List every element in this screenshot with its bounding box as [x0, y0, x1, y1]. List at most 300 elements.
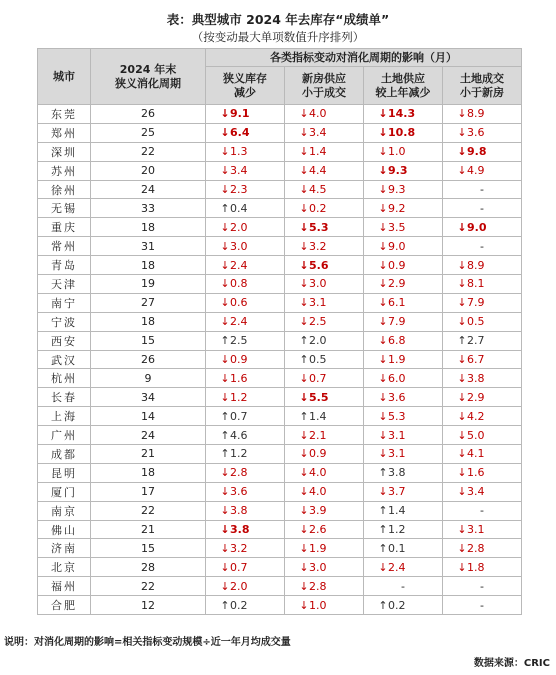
change-value: 2.9 [388, 277, 406, 291]
land-sales-vs-new-cell [443, 369, 522, 388]
arrow-down-icon: ↓ [220, 220, 230, 234]
arrow-down-icon: ↓ [220, 258, 230, 272]
change-value: 1.2 [230, 447, 248, 461]
change-value: 1.4 [388, 504, 406, 518]
land-supply-decrease-cell [364, 123, 443, 142]
change-value: 0.1 [388, 541, 406, 555]
change-value: 1.8 [467, 560, 485, 574]
change-value: 4.0 [309, 107, 327, 121]
land-sales-vs-new-cell: - [443, 199, 522, 218]
change-value: 5.5 [309, 390, 329, 404]
table-body [38, 105, 522, 615]
inventory-reduction-cell [206, 577, 285, 596]
change-value: 1.9 [388, 353, 406, 367]
period-cell: 17 [91, 482, 206, 501]
land-supply-decrease-cell [364, 331, 443, 350]
change-value: 4.1 [467, 447, 485, 461]
arrow-down-icon: ↓ [299, 164, 309, 178]
period-cell: 19 [91, 275, 206, 294]
change-value: 2.8 [230, 466, 248, 480]
table-subtitle: （按变动最大单项数值升序排列） [191, 30, 365, 44]
change-value: 0.8 [230, 277, 248, 291]
arrow-down-icon: ↓ [220, 296, 230, 310]
period-cell: 22 [91, 577, 206, 596]
arrow-down-icon: ↓ [378, 201, 388, 215]
period-cell: 12 [91, 596, 206, 615]
change-value: 4.5 [309, 183, 327, 196]
header-city: 城市 [38, 49, 91, 105]
arrow-down-icon: ↓ [299, 315, 309, 329]
change-value: 3.1 [388, 447, 406, 461]
change-value: 2.7 [467, 334, 485, 348]
period-cell: 22 [91, 142, 206, 161]
inventory-reduction-cell [206, 501, 285, 520]
arrow-down-icon: ↓ [378, 239, 388, 253]
inventory-reduction-cell [206, 388, 285, 407]
table-row [38, 520, 522, 539]
supply-vs-sales-cell [285, 161, 364, 180]
table-row [38, 445, 522, 464]
land-supply-decrease-cell [364, 256, 443, 275]
header-period: 2024 年末 狭义消化周期 [91, 49, 206, 105]
inventory-reduction-cell [206, 596, 285, 615]
arrow-down-icon: ↓ [457, 277, 467, 291]
arrow-up-icon: ↑ [457, 334, 467, 348]
inventory-reduction-cell [206, 275, 285, 294]
land-sales-vs-new-cell [443, 275, 522, 294]
arrow-down-icon: ↓ [220, 560, 230, 574]
change-value: 3.2 [309, 239, 327, 253]
land-supply-decrease-cell [364, 520, 443, 539]
period-cell: 18 [91, 218, 206, 237]
land-sales-vs-new-cell [443, 256, 522, 275]
land-supply-decrease-cell [364, 199, 443, 218]
arrow-down-icon: ↓ [299, 523, 309, 537]
change-value: 3.8 [388, 466, 406, 480]
city-cell: 武汉 [38, 350, 91, 369]
table-row [38, 256, 522, 275]
inventory-reduction-cell [206, 331, 285, 350]
period-cell: 22 [91, 501, 206, 520]
arrow-down-icon: ↓ [378, 258, 388, 272]
supply-vs-sales-cell [285, 218, 364, 237]
change-value: 8.1 [467, 277, 485, 291]
arrow-down-icon: ↓ [299, 201, 309, 215]
land-supply-decrease-cell [364, 237, 443, 256]
land-supply-decrease-cell [364, 312, 443, 331]
land-sales-vs-new-cell: - [443, 237, 522, 256]
change-value: 9.3 [388, 183, 406, 196]
arrow-down-icon: ↓ [457, 390, 467, 404]
table-row [38, 426, 522, 445]
arrow-down-icon: ↓ [457, 220, 467, 234]
change-value: 2.1 [309, 428, 327, 442]
arrow-down-icon: ↓ [220, 485, 230, 499]
supply-vs-sales-cell [285, 199, 364, 218]
change-value: 5.6 [309, 258, 329, 272]
change-value: 4.4 [309, 164, 327, 178]
arrow-down-icon: ↓ [299, 183, 309, 196]
land-sales-vs-new-cell [443, 520, 522, 539]
land-sales-vs-new-cell: - [443, 596, 522, 615]
arrow-down-icon: ↓ [457, 371, 467, 385]
land-sales-vs-new-cell [443, 539, 522, 558]
change-value: 3.6 [467, 126, 485, 140]
arrow-down-icon: ↓ [378, 183, 388, 196]
change-value: 2.8 [467, 541, 485, 555]
city-cell: 济南 [38, 539, 91, 558]
table-row [38, 180, 522, 199]
arrow-down-icon: ↓ [378, 334, 388, 348]
table-row [38, 237, 522, 256]
city-cell: 天津 [38, 275, 91, 294]
arrow-down-icon: ↓ [378, 560, 388, 574]
inventory-reduction-cell [206, 237, 285, 256]
change-value: 0.9 [388, 258, 406, 272]
arrow-down-icon: ↓ [378, 371, 388, 385]
land-sales-vs-new-cell: - [443, 501, 522, 520]
arrow-up-icon: ↑ [220, 409, 230, 423]
arrow-down-icon: ↓ [378, 485, 388, 499]
supply-vs-sales-cell [285, 558, 364, 577]
change-value: 0.7 [230, 560, 248, 574]
arrow-down-icon: ↓ [378, 277, 388, 291]
arrow-down-icon: ↓ [299, 485, 309, 499]
change-value: 2.8 [309, 579, 327, 593]
period-cell: 14 [91, 407, 206, 426]
arrow-down-icon: ↓ [299, 504, 309, 518]
arrow-down-icon: ↓ [299, 466, 309, 480]
supply-vs-sales-cell [285, 539, 364, 558]
period-cell: 27 [91, 293, 206, 312]
supply-vs-sales-cell [285, 596, 364, 615]
arrow-down-icon: ↓ [220, 541, 230, 555]
arrow-down-icon: ↓ [457, 126, 467, 140]
change-value: 2.4 [230, 315, 248, 329]
arrow-down-icon: ↓ [299, 541, 309, 555]
city-cell: 重庆 [38, 218, 91, 237]
land-supply-decrease-cell [364, 105, 443, 124]
city-cell: 佛山 [38, 520, 91, 539]
land-sales-vs-new-cell [443, 293, 522, 312]
land-sales-vs-new-cell [443, 445, 522, 464]
table-row [38, 293, 522, 312]
arrow-down-icon: ↓ [220, 183, 230, 196]
table-row [38, 407, 522, 426]
inventory-reduction-cell [206, 558, 285, 577]
inventory-reduction-cell [206, 180, 285, 199]
arrow-down-icon: ↓ [457, 560, 467, 574]
change-value: 6.8 [388, 334, 406, 348]
land-supply-decrease-cell [364, 180, 443, 199]
city-cell: 常州 [38, 237, 91, 256]
arrow-down-icon: ↓ [299, 107, 309, 121]
change-value: 10.8 [388, 126, 416, 140]
arrow-down-icon: ↓ [457, 541, 467, 555]
arrow-down-icon: ↓ [299, 598, 309, 612]
city-cell: 东莞 [38, 105, 91, 124]
arrow-down-icon: ↓ [220, 390, 230, 404]
change-value: 9.0 [388, 239, 406, 253]
inventory-reduction-cell [206, 161, 285, 180]
table-row [38, 161, 522, 180]
arrow-down-icon: ↓ [378, 107, 388, 121]
period-cell: 24 [91, 180, 206, 199]
land-supply-decrease-cell [364, 539, 443, 558]
inventory-reduction-cell [206, 123, 285, 142]
change-value: 6.7 [467, 353, 485, 367]
arrow-down-icon: ↓ [457, 145, 467, 159]
land-sales-vs-new-cell [443, 105, 522, 124]
change-value: 4.6 [230, 428, 248, 442]
change-value: 3.2 [230, 541, 248, 555]
change-value: 3.6 [230, 485, 248, 499]
land-sales-vs-new-cell [443, 161, 522, 180]
arrow-down-icon: ↓ [378, 447, 388, 461]
inventory-reduction-cell [206, 539, 285, 558]
arrow-down-icon: ↓ [378, 126, 388, 140]
city-cell: 南京 [38, 501, 91, 520]
period-cell: 21 [91, 445, 206, 464]
land-sales-vs-new-cell: - [443, 577, 522, 596]
period-cell: 28 [91, 558, 206, 577]
change-value: 0.2 [309, 201, 327, 215]
arrow-down-icon: ↓ [220, 353, 230, 367]
city-cell: 厦门 [38, 482, 91, 501]
arrow-up-icon: ↑ [220, 447, 230, 461]
arrow-up-icon: ↑ [220, 598, 230, 612]
arrow-down-icon: ↓ [220, 277, 230, 291]
table-title: 表：典型城市 2024 年去库存“成绩单” [166, 12, 390, 27]
change-value: 6.0 [388, 371, 406, 385]
arrow-down-icon: ↓ [457, 447, 467, 461]
change-value: 7.9 [388, 315, 406, 329]
change-value: 3.0 [309, 277, 327, 291]
period-cell: 26 [91, 350, 206, 369]
supply-vs-sales-cell [285, 123, 364, 142]
header-group: 各类指标变动对消化周期的影响（月） [206, 49, 522, 67]
supply-vs-sales-cell [285, 388, 364, 407]
supply-vs-sales-cell [285, 463, 364, 482]
arrow-down-icon: ↓ [457, 409, 467, 423]
table-row [38, 199, 522, 218]
supply-vs-sales-cell [285, 350, 364, 369]
inventory-reduction-cell [206, 482, 285, 501]
change-value: 2.0 [309, 334, 327, 348]
arrow-down-icon: ↓ [299, 126, 309, 140]
change-value: 2.3 [230, 183, 248, 196]
change-value: 1.3 [230, 145, 248, 159]
land-sales-vs-new-cell [443, 426, 522, 445]
footnote: 说明：对消化周期的影响=相关指标变动规模÷近一年月均成交量 [4, 637, 291, 648]
change-value: 3.8 [230, 523, 250, 537]
land-sales-vs-new-cell [443, 388, 522, 407]
change-value: 0.6 [230, 296, 248, 310]
land-sales-vs-new-cell [443, 558, 522, 577]
change-value: 0.9 [309, 447, 327, 461]
supply-vs-sales-cell [285, 407, 364, 426]
change-value: 3.9 [309, 504, 327, 518]
table-row [38, 350, 522, 369]
city-cell: 西安 [38, 331, 91, 350]
change-value: 2.5 [230, 334, 248, 348]
city-cell: 徐州 [38, 180, 91, 199]
change-value: 0.5 [309, 353, 327, 367]
table-row [38, 105, 522, 124]
change-value: 3.0 [309, 560, 327, 574]
inventory-reduction-cell [206, 445, 285, 464]
change-value: 2.0 [230, 579, 248, 593]
period-cell: 18 [91, 463, 206, 482]
table-row [38, 275, 522, 294]
change-value: 4.9 [467, 164, 485, 178]
land-sales-vs-new-cell [443, 123, 522, 142]
inventory-reduction-cell [206, 350, 285, 369]
land-supply-decrease-cell: - [364, 577, 443, 596]
change-value: 2.5 [309, 315, 327, 329]
period-cell: 18 [91, 312, 206, 331]
land-sales-vs-new-cell [443, 350, 522, 369]
city-cell: 福州 [38, 577, 91, 596]
city-cell: 北京 [38, 558, 91, 577]
arrow-down-icon: ↓ [457, 428, 467, 442]
change-value: 3.1 [309, 296, 327, 310]
land-sales-vs-new-cell [443, 142, 522, 161]
change-value: 9.1 [230, 107, 250, 121]
change-value: 1.6 [230, 371, 248, 385]
supply-vs-sales-cell [285, 369, 364, 388]
change-value: 2.4 [230, 258, 248, 272]
arrow-down-icon: ↓ [220, 107, 230, 121]
table-row [38, 388, 522, 407]
arrow-down-icon: ↓ [220, 239, 230, 253]
land-supply-decrease-cell [364, 275, 443, 294]
arrow-down-icon: ↓ [378, 428, 388, 442]
land-supply-decrease-cell [364, 501, 443, 520]
table-row [38, 482, 522, 501]
header-supply-vs-sales: 新房供应 小于成交 [285, 67, 364, 105]
arrow-down-icon: ↓ [299, 277, 309, 291]
change-value: 3.0 [230, 239, 248, 253]
change-value: 0.7 [230, 409, 248, 423]
supply-vs-sales-cell [285, 445, 364, 464]
arrow-down-icon: ↓ [220, 466, 230, 480]
change-value: 3.7 [388, 485, 406, 499]
table-row [38, 123, 522, 142]
period-cell: 33 [91, 199, 206, 218]
change-value: 8.9 [467, 107, 485, 121]
supply-vs-sales-cell [285, 577, 364, 596]
arrow-down-icon: ↓ [220, 579, 230, 593]
change-value: 1.2 [230, 390, 248, 404]
supply-vs-sales-cell [285, 331, 364, 350]
change-value: 1.2 [388, 523, 406, 537]
arrow-down-icon: ↓ [299, 239, 309, 253]
arrow-up-icon: ↑ [378, 523, 388, 537]
table-row [38, 501, 522, 520]
change-value: 9.8 [467, 145, 487, 159]
inventory-reduction-cell [206, 426, 285, 445]
arrow-down-icon: ↓ [378, 220, 388, 234]
arrow-down-icon: ↓ [299, 428, 309, 442]
inventory-reduction-cell [206, 199, 285, 218]
change-value: 0.4 [230, 201, 248, 215]
land-supply-decrease-cell [364, 388, 443, 407]
change-value: 2.6 [309, 523, 327, 537]
land-sales-vs-new-cell [443, 312, 522, 331]
land-sales-vs-new-cell [443, 331, 522, 350]
land-supply-decrease-cell [364, 350, 443, 369]
change-value: 1.0 [388, 145, 406, 159]
destocking-table [37, 48, 522, 615]
inventory-reduction-cell [206, 407, 285, 426]
arrow-up-icon: ↑ [220, 201, 230, 215]
inventory-reduction-cell [206, 520, 285, 539]
land-sales-vs-new-cell: - [443, 180, 522, 199]
change-value: 3.1 [388, 428, 406, 442]
arrow-up-icon: ↑ [299, 334, 309, 348]
change-value: 0.2 [388, 598, 406, 612]
table-row [38, 463, 522, 482]
change-value: 6.4 [230, 126, 250, 140]
supply-vs-sales-cell [285, 312, 364, 331]
change-value: 2.9 [467, 390, 485, 404]
change-value: 3.8 [230, 504, 248, 518]
inventory-reduction-cell [206, 218, 285, 237]
change-value: 5.3 [309, 220, 329, 234]
period-cell: 21 [91, 520, 206, 539]
city-cell: 上海 [38, 407, 91, 426]
arrow-down-icon: ↓ [457, 315, 467, 329]
change-value: 8.9 [467, 258, 485, 272]
header-inventory-reduction: 狭义库存 减少 [206, 67, 285, 105]
city-cell: 深圳 [38, 142, 91, 161]
land-supply-decrease-cell [364, 142, 443, 161]
land-sales-vs-new-cell [443, 407, 522, 426]
city-cell: 杭州 [38, 369, 91, 388]
arrow-down-icon: ↓ [220, 145, 230, 159]
change-value: 3.4 [230, 164, 248, 178]
change-value: 9.0 [467, 220, 487, 234]
arrow-up-icon: ↑ [378, 504, 388, 518]
land-supply-decrease-cell [364, 558, 443, 577]
inventory-reduction-cell [206, 105, 285, 124]
arrow-down-icon: ↓ [220, 126, 230, 140]
change-value: 3.6 [388, 390, 406, 404]
arrow-down-icon: ↓ [299, 371, 309, 385]
city-cell: 无锡 [38, 199, 91, 218]
inventory-reduction-cell [206, 312, 285, 331]
city-cell: 成都 [38, 445, 91, 464]
change-value: 1.0 [309, 598, 327, 612]
land-supply-decrease-cell [364, 407, 443, 426]
change-value: 0.2 [230, 598, 248, 612]
land-supply-decrease-cell [364, 596, 443, 615]
change-value: 3.4 [467, 485, 485, 499]
arrow-down-icon: ↓ [220, 504, 230, 518]
supply-vs-sales-cell [285, 426, 364, 445]
supply-vs-sales-cell [285, 105, 364, 124]
change-value: 0.5 [467, 315, 485, 329]
table-row [38, 577, 522, 596]
header-land-sales-vs-new: 土地成交 小于新房 [443, 67, 522, 105]
land-supply-decrease-cell [364, 293, 443, 312]
period-cell: 9 [91, 369, 206, 388]
period-cell: 34 [91, 388, 206, 407]
change-value: 1.4 [309, 145, 327, 159]
period-cell: 25 [91, 123, 206, 142]
city-cell: 长春 [38, 388, 91, 407]
